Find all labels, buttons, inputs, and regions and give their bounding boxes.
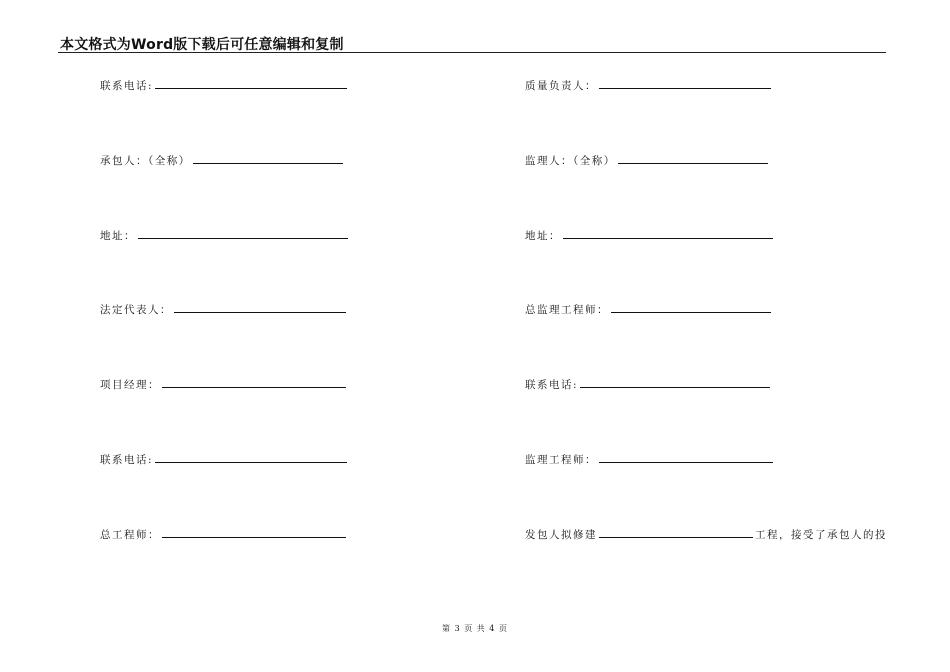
right-field-contact-phone	[525, 377, 770, 393]
blank-line[interactable]	[162, 527, 346, 538]
page-header-title: 本文格式为Word版下载后可任意编辑和复制	[60, 37, 344, 53]
field-label: 监理工程师：	[525, 454, 597, 466]
blank-line[interactable]	[155, 452, 347, 463]
right-field-chief-supervisor	[525, 302, 771, 318]
right-field-project-sentence	[525, 527, 887, 543]
blank-line[interactable]	[618, 153, 768, 164]
field-label: 联系电话:	[525, 379, 579, 391]
right-field-quality-lead	[525, 78, 771, 94]
field-label: 承包人：（全称）	[100, 155, 191, 167]
left-field-contact-phone-2	[100, 452, 347, 468]
right-field-supervisor	[525, 153, 768, 169]
header-rule	[58, 52, 886, 53]
left-field-contact-phone	[100, 78, 347, 94]
left-field-project-manager	[100, 377, 346, 393]
field-label: 总监理工程师：	[525, 304, 609, 316]
blank-line[interactable]	[155, 78, 347, 89]
right-field-supervising-engineer	[525, 452, 773, 468]
field-trailing-text: 工程，接受了承包人的投	[755, 529, 887, 541]
page-number-footer: 第 3 页 共 4 页	[442, 624, 508, 633]
left-field-chief-engineer	[100, 527, 346, 543]
field-label: 项目经理：	[100, 379, 160, 391]
blank-line[interactable]	[193, 153, 343, 164]
blank-line[interactable]	[599, 78, 771, 89]
field-label: 地址：	[100, 230, 136, 242]
blank-line[interactable]	[563, 228, 773, 239]
blank-line[interactable]	[599, 527, 753, 538]
blank-line[interactable]	[580, 377, 770, 388]
field-label: 联系电话:	[100, 80, 154, 92]
blank-line[interactable]	[174, 302, 346, 313]
field-label: 监理人：（全称）	[525, 155, 616, 167]
field-label: 总工程师：	[100, 529, 160, 541]
blank-line[interactable]	[611, 302, 771, 313]
field-label: 地址：	[525, 230, 561, 242]
field-label: 法定代表人：	[100, 304, 172, 316]
blank-line[interactable]	[162, 377, 346, 388]
left-field-address	[100, 228, 348, 244]
left-field-contractor	[100, 153, 343, 169]
blank-line[interactable]	[599, 452, 773, 463]
right-field-address	[525, 228, 773, 244]
left-field-legal-rep	[100, 302, 346, 318]
field-label: 发包人拟修建	[525, 529, 597, 541]
blank-line[interactable]	[138, 228, 348, 239]
field-label: 质量负责人：	[525, 80, 597, 92]
field-label: 联系电话:	[100, 454, 154, 466]
